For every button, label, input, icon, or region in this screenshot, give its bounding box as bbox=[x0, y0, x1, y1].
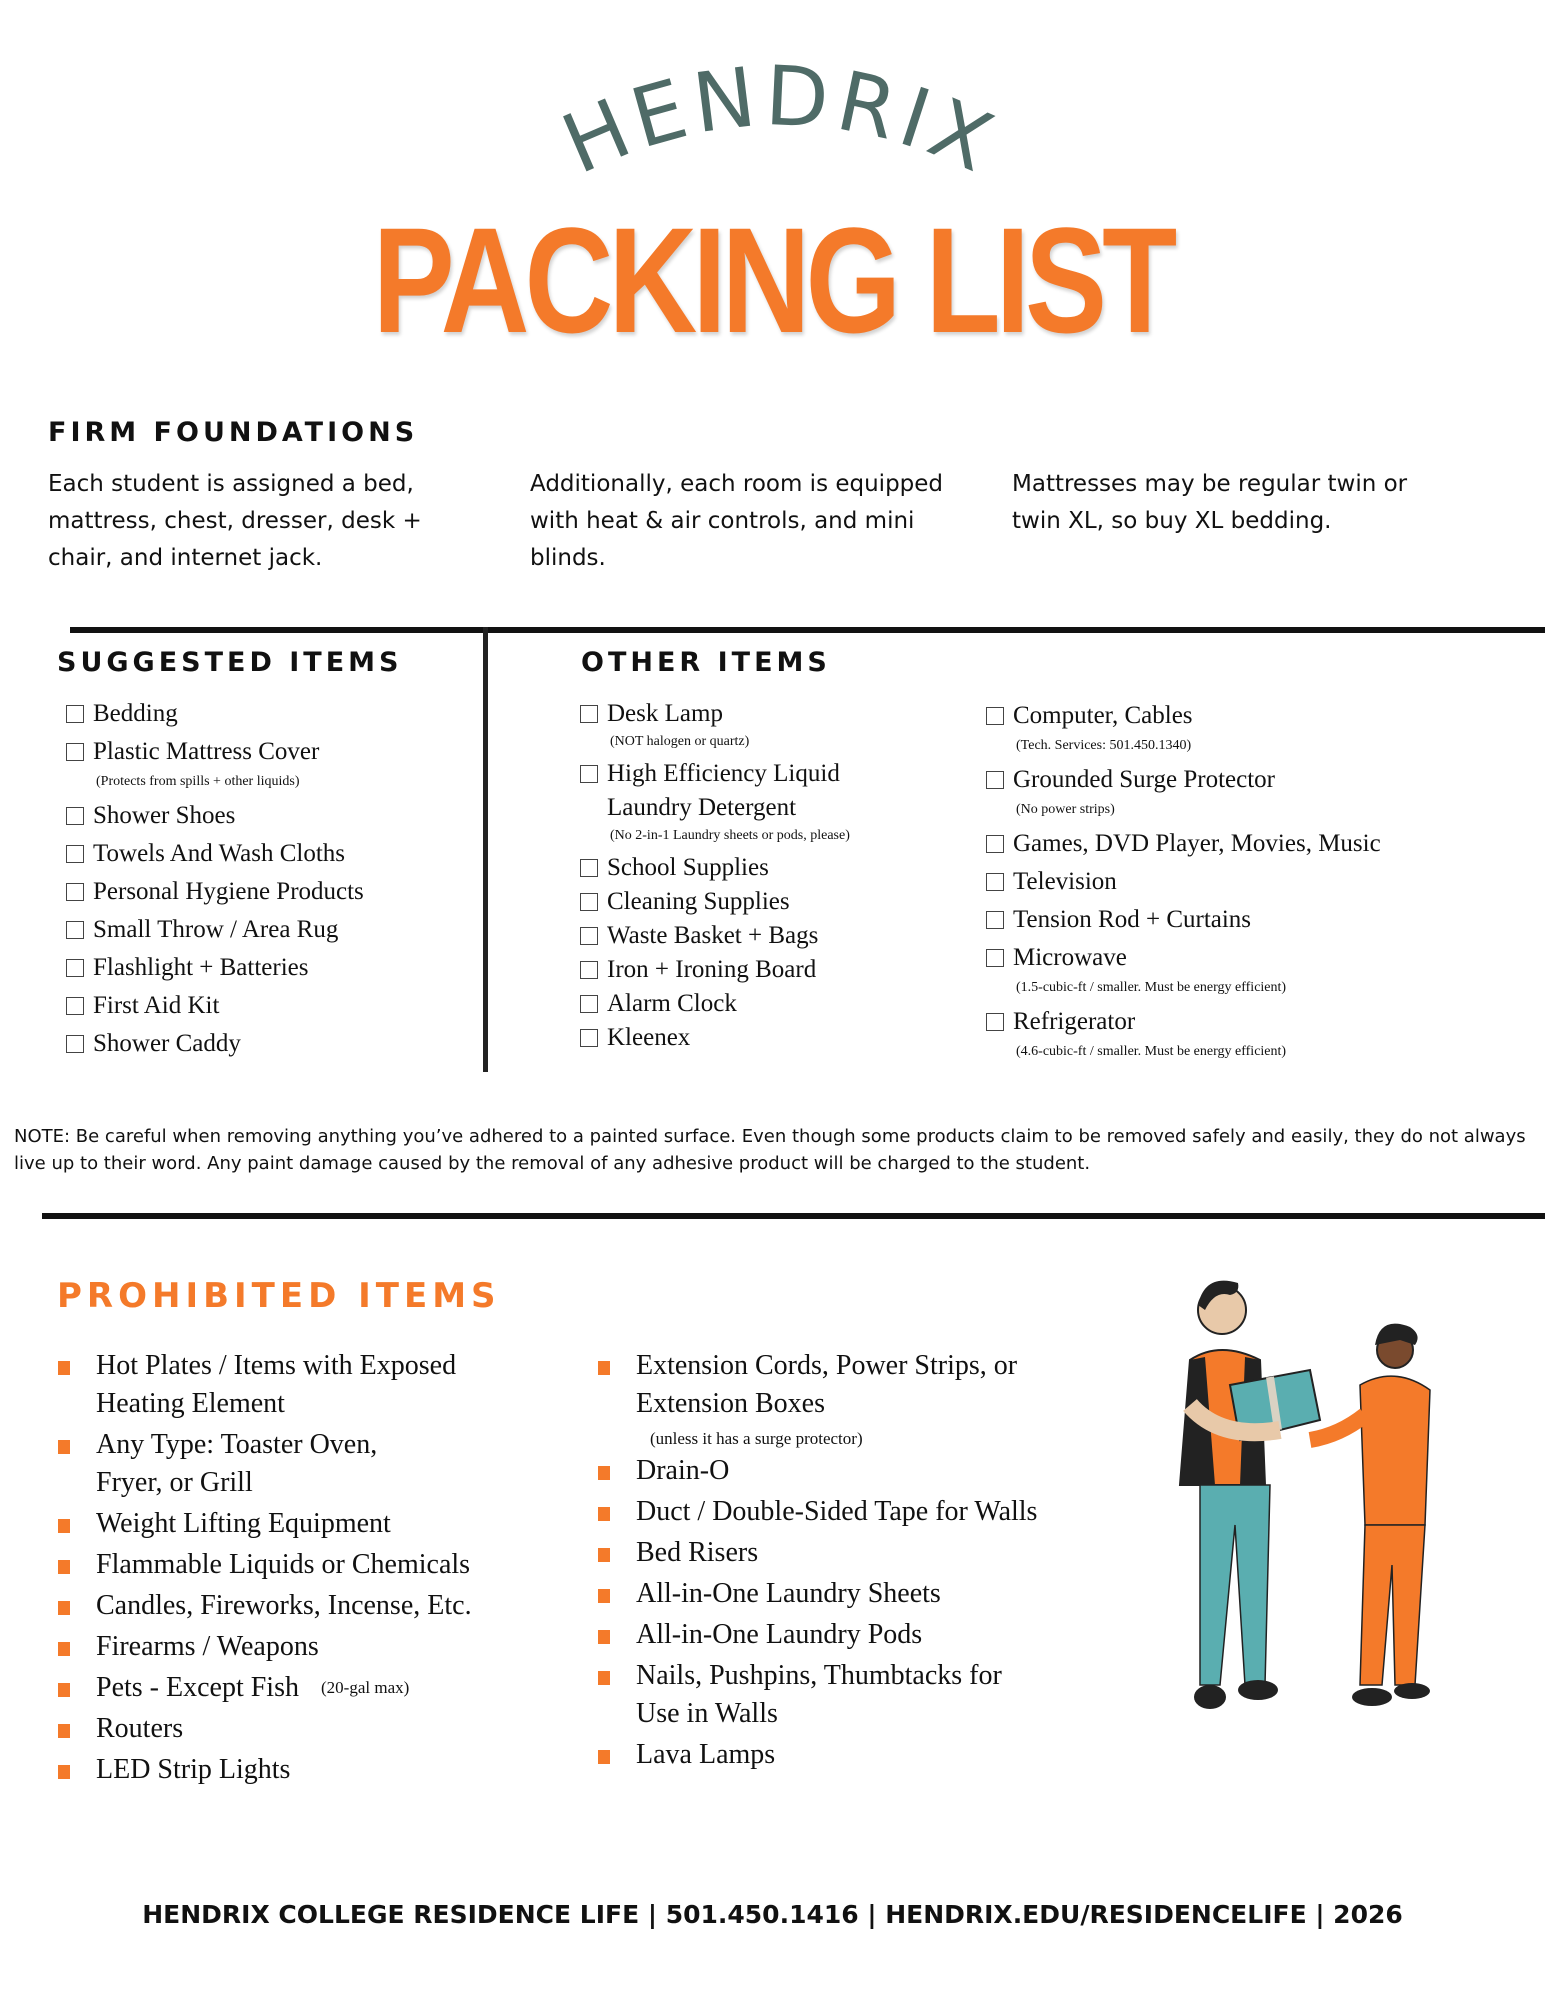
prohibited-item bbox=[598, 1534, 1037, 1572]
checklist-item-label: Towels And Wash Cloths bbox=[93, 840, 346, 867]
prohibited-item bbox=[58, 1505, 472, 1543]
prohibited-item-label: Candles, Fireworks, Incense, Etc. bbox=[96, 1590, 472, 1621]
other-items-list-1 bbox=[580, 697, 850, 1055]
checkbox[interactable] bbox=[580, 859, 598, 877]
firm-foundations-heading: FIRM FOUNDATIONS bbox=[48, 417, 419, 448]
adhesive-note: NOTE: Be careful when removing anything you’ve adhered to a painted surface. Even though some products claim to be removed safely and easily, they do not always live up to their word. Any paint damage caused by the removal of any adhesive product will be charged to the student. bbox=[14, 1126, 1526, 1174]
checkbox[interactable] bbox=[580, 705, 598, 723]
checklist-item-label: Waste Basket + Bags bbox=[607, 922, 819, 949]
checkbox[interactable] bbox=[66, 743, 84, 761]
checklist-item-note: (NOT halogen or quartz) bbox=[610, 734, 750, 749]
checklist-item-label: Alarm Clock bbox=[607, 990, 737, 1017]
other-items-heading: OTHER ITEMS bbox=[581, 647, 831, 678]
prohibited-item-label: Bed Risers bbox=[636, 1537, 759, 1568]
suggested-items-list bbox=[66, 695, 364, 1063]
checklist-item-label: Games, DVD Player, Movies, Music bbox=[1013, 830, 1381, 857]
checkbox[interactable] bbox=[66, 997, 84, 1015]
firm-paragraph-2: Additionally, each room is equipped with heat & air controls, and mini blinds. bbox=[530, 471, 944, 571]
prohibited-item-label: Firearms / Weapons bbox=[96, 1631, 319, 1662]
checklist-item[interactable] bbox=[986, 697, 1381, 735]
checklist-item-label: Cleaning Supplies bbox=[607, 888, 790, 915]
prohibited-item bbox=[58, 1751, 472, 1789]
orange-square-bullet-icon bbox=[58, 1765, 70, 1779]
prohibited-item-label: Hot Plates / Items with Exposed Heating Element bbox=[96, 1350, 457, 1419]
orange-square-bullet-icon bbox=[598, 1466, 610, 1480]
suggested-items-heading: SUGGESTED ITEMS bbox=[57, 647, 403, 678]
checklist-item[interactable] bbox=[66, 949, 364, 987]
checklist-item-label: High Efficiency Liquid bbox=[607, 760, 840, 787]
checkbox[interactable] bbox=[580, 961, 598, 979]
orange-square-bullet-icon bbox=[58, 1601, 70, 1615]
checklist-item-label: Iron + Ironing Board bbox=[607, 956, 817, 983]
svg-text:HENDRIX: HENDRIX bbox=[549, 60, 1011, 194]
orange-square-bullet-icon bbox=[58, 1642, 70, 1656]
footer-contact: HENDRIX COLLEGE RESIDENCE LIFE | 501.450.1416 | HENDRIX.EDU/RESIDENCELIFE | 2026 bbox=[142, 1900, 1403, 1929]
checklist-item[interactable] bbox=[986, 863, 1381, 901]
firm-paragraph-3: Mattresses may be regular twin or twin XL, so buy XL bedding. bbox=[1012, 471, 1408, 534]
checklist-item[interactable] bbox=[66, 987, 364, 1025]
checkbox[interactable] bbox=[986, 707, 1004, 725]
prohibited-item-label: Routers bbox=[96, 1713, 184, 1744]
checklist-item[interactable] bbox=[580, 757, 850, 791]
prohibited-item-label: Lava Lamps bbox=[636, 1739, 776, 1770]
checklist-item-label: Plastic Mattress Cover bbox=[93, 738, 320, 765]
checklist-item-label: First Aid Kit bbox=[93, 992, 220, 1019]
checkbox[interactable] bbox=[66, 1035, 84, 1053]
section-divider-2 bbox=[42, 1213, 1545, 1219]
students-handing-box-illustration bbox=[1160, 1265, 1460, 1765]
checklist-item-label: Flashlight + Batteries bbox=[93, 954, 309, 981]
checkbox[interactable] bbox=[986, 771, 1004, 789]
checkbox[interactable] bbox=[66, 959, 84, 977]
checkbox[interactable] bbox=[580, 1029, 598, 1047]
checklist-item[interactable] bbox=[66, 695, 364, 733]
orange-square-bullet-icon bbox=[58, 1519, 70, 1533]
checklist-item-label: Shower Shoes bbox=[93, 802, 236, 829]
checklist-item[interactable] bbox=[580, 987, 850, 1021]
checkbox[interactable] bbox=[986, 949, 1004, 967]
checklist-item[interactable] bbox=[580, 851, 850, 885]
checklist-item-label: Desk Lamp bbox=[607, 700, 723, 727]
prohibited-item bbox=[58, 1347, 472, 1423]
checklist-item-label: Small Throw / Area Rug bbox=[93, 916, 339, 943]
prohibited-item bbox=[598, 1575, 1037, 1613]
prohibited-item bbox=[58, 1710, 472, 1748]
checkbox[interactable] bbox=[986, 873, 1004, 891]
checklist-item-note: (Protects from spills + other liquids) bbox=[96, 774, 300, 789]
checklist-item[interactable] bbox=[66, 733, 364, 771]
prohibited-item-label: Pets - Except Fish bbox=[96, 1672, 299, 1703]
orange-square-bullet-icon bbox=[598, 1589, 610, 1603]
page-title: PACKING LIST bbox=[372, 196, 1173, 364]
orange-square-bullet-icon bbox=[598, 1750, 610, 1764]
checkbox[interactable] bbox=[986, 835, 1004, 853]
orange-square-bullet-icon bbox=[58, 1724, 70, 1738]
prohibited-item-label: Drain-O bbox=[636, 1455, 730, 1486]
checklist-item[interactable] bbox=[66, 873, 364, 911]
checklist-item-label: Kleenex bbox=[607, 1024, 691, 1051]
checklist-item-note: (Tech. Services: 501.450.1340) bbox=[1016, 738, 1192, 753]
prohibited-item-label: Duct / Double-Sided Tape for Walls bbox=[636, 1496, 1038, 1527]
prohibited-item-note: (unless it has a surge protector) bbox=[650, 1429, 863, 1448]
orange-square-bullet-icon bbox=[598, 1548, 610, 1562]
checkbox[interactable] bbox=[66, 883, 84, 901]
prohibited-item bbox=[598, 1452, 1037, 1490]
checkbox[interactable] bbox=[580, 893, 598, 911]
firm-paragraph-1: Each student is assigned a bed, mattress, chest, dresser, desk + chair, and internet jack. bbox=[48, 471, 422, 571]
checklist-item[interactable] bbox=[66, 797, 364, 835]
prohibited-item bbox=[58, 1628, 472, 1666]
prohibited-item-note: (20-gal max) bbox=[321, 1678, 410, 1697]
checklist-item[interactable] bbox=[986, 901, 1381, 939]
checklist-item[interactable] bbox=[580, 697, 850, 731]
checklist-item[interactable] bbox=[66, 911, 364, 949]
prohibited-item-label: Nails, Pushpins, Thumbtacks for Use in Walls bbox=[636, 1660, 1002, 1729]
checklist-item[interactable] bbox=[580, 953, 850, 987]
prohibited-item-label: All-in-One Laundry Sheets bbox=[636, 1578, 941, 1609]
orange-square-bullet-icon bbox=[598, 1507, 610, 1521]
checklist-item[interactable] bbox=[986, 761, 1381, 799]
prohibited-items-heading: PROHIBITED ITEMS bbox=[57, 1276, 501, 1316]
checklist-item-label: Personal Hygiene Products bbox=[93, 878, 364, 905]
prohibited-list-2 bbox=[598, 1347, 1037, 1777]
prohibited-item-label: Extension Cords, Power Strips, or Extension Boxes bbox=[636, 1350, 1018, 1419]
checklist-item[interactable] bbox=[66, 835, 364, 873]
checklist-item-label: Computer, Cables bbox=[1013, 702, 1193, 729]
prohibited-item-label: All-in-One Laundry Pods bbox=[636, 1619, 923, 1650]
prohibited-item bbox=[58, 1669, 472, 1707]
checkbox[interactable] bbox=[66, 845, 84, 863]
checklist-item-label: Grounded Surge Protector bbox=[1013, 766, 1275, 793]
prohibited-item bbox=[58, 1426, 472, 1502]
checkbox[interactable] bbox=[580, 765, 598, 783]
checkbox[interactable] bbox=[986, 911, 1004, 929]
orange-square-bullet-icon bbox=[598, 1671, 610, 1685]
checklist-item-label: Tension Rod + Curtains bbox=[1013, 906, 1252, 933]
prohibited-item bbox=[58, 1587, 472, 1625]
prohibited-item bbox=[598, 1657, 1037, 1733]
prohibited-item bbox=[598, 1493, 1037, 1531]
checklist-item-label: Television bbox=[1013, 868, 1117, 895]
checkbox[interactable] bbox=[66, 807, 84, 825]
orange-square-bullet-icon bbox=[58, 1683, 70, 1697]
orange-square-bullet-icon bbox=[598, 1361, 610, 1375]
checklist-item-label: Microwave bbox=[1013, 944, 1127, 971]
column-divider bbox=[483, 627, 488, 1072]
prohibited-item bbox=[58, 1546, 472, 1584]
prohibited-item bbox=[598, 1736, 1037, 1774]
orange-square-bullet-icon bbox=[598, 1630, 610, 1644]
prohibited-item-label: LED Strip Lights bbox=[96, 1754, 291, 1785]
checklist-item-label-continued: Laundry Detergent bbox=[607, 794, 797, 821]
other-items-list-2 bbox=[986, 697, 1381, 1067]
checklist-item[interactable] bbox=[580, 1021, 850, 1055]
checklist-item-label: Bedding bbox=[93, 700, 178, 727]
checklist-item-note: (No power strips) bbox=[1016, 802, 1115, 817]
orange-square-bullet-icon bbox=[58, 1361, 70, 1375]
checkbox[interactable] bbox=[986, 1013, 1004, 1031]
checklist-item[interactable] bbox=[66, 1025, 364, 1063]
section-divider bbox=[70, 627, 1545, 633]
prohibited-item bbox=[598, 1616, 1037, 1654]
checklist-item-label: Shower Caddy bbox=[93, 1030, 241, 1057]
checklist-item-label: Refrigerator bbox=[1013, 1008, 1136, 1035]
orange-square-bullet-icon bbox=[58, 1440, 70, 1454]
checklist-item[interactable] bbox=[986, 1003, 1381, 1041]
prohibited-item-label: Weight Lifting Equipment bbox=[96, 1508, 391, 1539]
prohibited-list-1 bbox=[58, 1347, 472, 1792]
prohibited-item-label: Any Type: Toaster Oven, Fryer, or Grill bbox=[96, 1429, 378, 1498]
checkbox[interactable] bbox=[580, 995, 598, 1013]
checklist-item[interactable] bbox=[580, 919, 850, 953]
orange-square-bullet-icon bbox=[58, 1560, 70, 1574]
checklist-item-note: (No 2-in-1 Laundry sheets or pods, please) bbox=[610, 828, 850, 843]
checkbox[interactable] bbox=[66, 921, 84, 939]
checkbox[interactable] bbox=[580, 927, 598, 945]
checklist-item-note: (1.5-cubic-ft / smaller. Must be energy efficient) bbox=[1016, 980, 1287, 995]
checkbox[interactable] bbox=[66, 705, 84, 723]
prohibited-item-label: Flammable Liquids or Chemicals bbox=[96, 1549, 471, 1580]
checklist-item[interactable] bbox=[580, 885, 850, 919]
checklist-item-label: School Supplies bbox=[607, 854, 769, 881]
checklist-item-note: (4.6-cubic-ft / smaller. Must be energy efficient) bbox=[1016, 1044, 1287, 1059]
prohibited-item bbox=[598, 1347, 1037, 1423]
checklist-item[interactable] bbox=[986, 825, 1381, 863]
checklist-item[interactable] bbox=[986, 939, 1381, 977]
